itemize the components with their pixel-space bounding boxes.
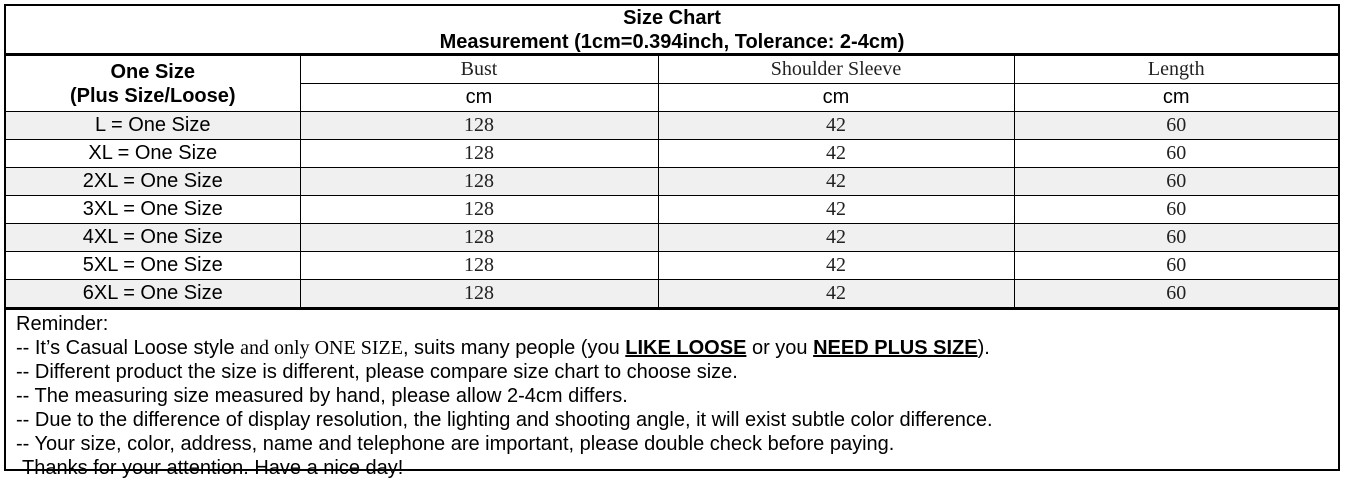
table-row: [6, 224, 1338, 252]
like-loose-emphasis: LIKE LOOSE: [625, 337, 747, 359]
bust-value: 128: [300, 252, 658, 280]
length-value: 60: [1014, 112, 1338, 140]
bust-value: 128: [300, 196, 658, 224]
size-chart-sheet: [4, 4, 1340, 479]
column-header-bust: Bust: [300, 56, 658, 84]
table-row: [6, 252, 1338, 280]
bust-value: 128: [300, 224, 658, 252]
corner-line-1: One Size: [110, 60, 195, 83]
chart-title: Size Chart: [623, 7, 721, 29]
length-value: 60: [1014, 196, 1338, 224]
length-value: 60: [1014, 224, 1338, 252]
table-row: [6, 280, 1338, 308]
shoulder-sleeve-value: 42: [658, 224, 1014, 252]
shoulder-sleeve-value: 42: [658, 168, 1014, 196]
size-label: L = One Size: [6, 112, 300, 140]
reminder-heading: Reminder:: [16, 313, 109, 335]
table-row: [6, 196, 1338, 224]
need-plus-size-emphasis: NEED PLUS SIZE: [813, 337, 978, 359]
reminder-line-5: -- Your size, color, address, name and telephone are important, please double check before paying.: [16, 433, 895, 455]
column-header-shoulder-sleeve: Shoulder Sleeve: [658, 56, 1014, 84]
shoulder-sleeve-value: 42: [658, 196, 1014, 224]
column-header-row: [6, 56, 1338, 84]
bust-value: 128: [300, 112, 658, 140]
bust-value: 128: [300, 280, 658, 308]
unit-cell: cm: [300, 84, 658, 112]
bust-value: 128: [300, 168, 658, 196]
size-table: [6, 55, 1338, 308]
table-row: [6, 112, 1338, 140]
unit-cell: cm: [1014, 84, 1338, 112]
reminder-line-3: -- The measuring size measured by hand, please allow 2-4cm differs.: [16, 385, 628, 407]
size-label: 2XL = One Size: [6, 168, 300, 196]
size-corner-cell: [6, 56, 300, 112]
shoulder-sleeve-value: 42: [658, 252, 1014, 280]
length-value: 60: [1014, 140, 1338, 168]
length-value: 60: [1014, 168, 1338, 196]
chart-subtitle: Measurement (1cm=0.394inch, Tolerance: 2-4cm): [439, 31, 905, 53]
corner-line-2: (Plus Size/Loose): [69, 84, 236, 107]
reminder-line-2: -- Different product the size is different, please compare size chart to choose size.: [16, 361, 738, 383]
bust-value: 128: [300, 140, 658, 168]
size-label: XL = One Size: [6, 140, 300, 168]
shoulder-sleeve-value: 42: [658, 280, 1014, 308]
chart-header: [6, 6, 1338, 55]
shoulder-sleeve-value: 42: [658, 140, 1014, 168]
table-row: [6, 140, 1338, 168]
one-size-text: and only ONE SIZE: [240, 337, 403, 359]
unit-cell: cm: [658, 84, 1014, 112]
column-header-length: Length: [1014, 56, 1338, 84]
reminder-text: ).: [977, 337, 990, 359]
reminder-text: , suits many people (you: [402, 337, 626, 359]
reminder-line-4: -- Due to the difference of display resolution, the lighting and shooting angle, it will exist subtle color difference.: [16, 409, 993, 431]
length-value: 60: [1014, 280, 1338, 308]
shoulder-sleeve-value: 42: [658, 112, 1014, 140]
size-label: 6XL = One Size: [6, 280, 300, 308]
table-row: [6, 168, 1338, 196]
length-value: 60: [1014, 252, 1338, 280]
reminder-section: [6, 308, 1338, 480]
reminder-text: or you: [746, 337, 814, 359]
size-label: 4XL = One Size: [6, 224, 300, 252]
reminder-line-1: [16, 336, 1338, 360]
reminder-text: -- It’s Casual Loose style: [16, 337, 241, 359]
size-label: 3XL = One Size: [6, 196, 300, 224]
size-label: 5XL = One Size: [6, 252, 300, 280]
thanks-line: Thanks for your attention. Have a nice day!: [22, 457, 404, 479]
